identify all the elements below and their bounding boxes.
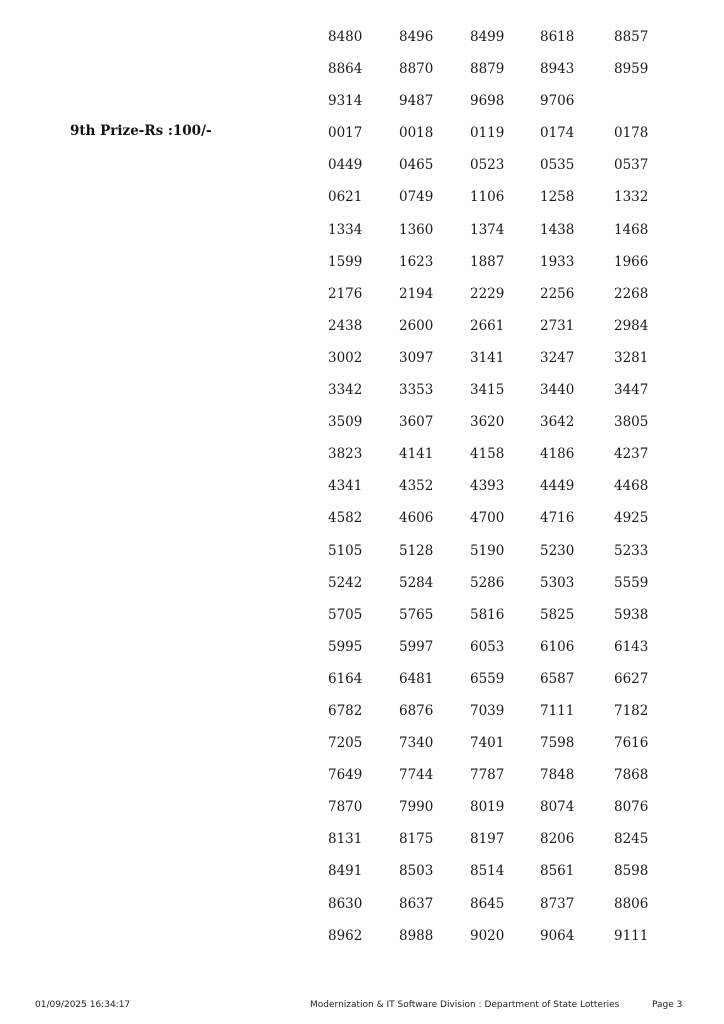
winning-number: 3607 — [399, 414, 434, 431]
winning-number: 0535 — [540, 157, 575, 174]
winning-number: 2438 — [328, 317, 363, 334]
winning-number: 0178 — [614, 125, 649, 142]
winning-number: 5303 — [540, 574, 575, 591]
winning-number: 7598 — [540, 735, 575, 752]
winning-number: 4237 — [614, 446, 649, 463]
winning-number: 7205 — [328, 735, 363, 752]
winning-number: 1887 — [470, 253, 505, 270]
winning-number: 2176 — [328, 285, 363, 302]
winning-number: 0017 — [328, 125, 363, 142]
winning-number: 3620 — [470, 414, 505, 431]
winning-number: 0537 — [614, 157, 649, 174]
winning-number: 8864 — [328, 61, 363, 78]
winning-number: 0449 — [328, 157, 363, 174]
winning-number: 5816 — [470, 606, 505, 623]
winning-number: 4186 — [540, 446, 575, 463]
winning-number: 8630 — [328, 895, 363, 912]
winning-number: 1599 — [328, 253, 363, 270]
winning-number: 8131 — [328, 831, 363, 848]
winning-number: 3642 — [540, 414, 575, 431]
winning-number: 6782 — [328, 702, 363, 719]
winning-number: 8503 — [399, 863, 434, 880]
winning-number: 8618 — [540, 29, 575, 45]
winning-number: 3805 — [614, 414, 649, 431]
winning-number: 1623 — [399, 253, 434, 270]
winning-number: 8491 — [328, 863, 363, 880]
winning-number: 1966 — [614, 253, 649, 270]
footer-division: Modernization & IT Software Division : Department of State Lotteries — [310, 1000, 620, 1010]
winning-number: 1106 — [470, 189, 505, 206]
winning-number: 1374 — [470, 221, 505, 238]
winning-number: 5765 — [399, 606, 434, 623]
winning-number: 8197 — [470, 831, 505, 848]
winning-number: 3415 — [470, 382, 505, 399]
winning-number: 4582 — [328, 510, 363, 527]
footer-page-number: Page 3 — [652, 1000, 683, 1010]
winning-number: 0749 — [399, 189, 434, 206]
winning-number: 8737 — [540, 895, 575, 912]
winning-number: 4158 — [470, 446, 505, 463]
winning-number: 5938 — [614, 606, 649, 623]
winning-number: 8962 — [328, 927, 363, 944]
winning-number: 3002 — [328, 349, 363, 366]
winning-number: 4468 — [614, 478, 649, 495]
winning-number: 8943 — [540, 61, 575, 78]
winning-number: 9020 — [470, 927, 505, 944]
winning-number: 8806 — [614, 895, 649, 912]
winning-number: 3281 — [614, 349, 649, 366]
winning-number: 7990 — [399, 799, 434, 816]
winning-number: 9487 — [399, 93, 434, 110]
winning-number: 3247 — [540, 349, 575, 366]
winning-number: 5559 — [614, 574, 649, 591]
winning-number: 3342 — [328, 382, 363, 399]
winning-number: 3440 — [540, 382, 575, 399]
winning-number: 1468 — [614, 221, 649, 238]
winning-number: 5190 — [470, 542, 505, 559]
winning-number: 4352 — [399, 478, 434, 495]
winning-number: 8496 — [399, 29, 434, 45]
winning-number: 2194 — [399, 285, 434, 302]
winning-number: 6481 — [399, 670, 434, 687]
winning-number: 6627 — [614, 670, 649, 687]
winning-number: 9111 — [614, 927, 649, 944]
winning-number: 5233 — [614, 542, 649, 559]
winning-number: 1332 — [614, 189, 649, 206]
winning-number: 6587 — [540, 670, 575, 687]
winning-number: 9698 — [470, 93, 505, 110]
winning-number: 4141 — [399, 446, 434, 463]
winning-number: 0018 — [399, 125, 434, 142]
winning-number: 7182 — [614, 702, 649, 719]
winning-number: 2600 — [399, 317, 434, 334]
winning-number: 6143 — [614, 638, 649, 655]
winning-number: 8175 — [399, 831, 434, 848]
winning-number: 5995 — [328, 638, 363, 655]
winning-number: 4341 — [328, 478, 363, 495]
winning-number: 2661 — [470, 317, 505, 334]
winning-number: 0465 — [399, 157, 434, 174]
winning-number: 0119 — [470, 125, 505, 142]
winning-number: 8514 — [470, 863, 505, 880]
winning-number: 9064 — [540, 927, 575, 944]
winning-number: 3447 — [614, 382, 649, 399]
winning-number: 7401 — [470, 735, 505, 752]
winning-number: 4700 — [470, 510, 505, 527]
winning-number: 8879 — [470, 61, 505, 78]
winning-number: 7744 — [399, 767, 434, 784]
winning-number: 3141 — [470, 349, 505, 366]
winning-number: 8206 — [540, 831, 575, 848]
winning-number: 7848 — [540, 767, 575, 784]
winning-number: 8598 — [614, 863, 649, 880]
winning-number: 2731 — [540, 317, 575, 334]
winning-number: 3097 — [399, 349, 434, 366]
winning-number: 3823 — [328, 446, 363, 463]
winning-number: 5242 — [328, 574, 363, 591]
winning-number: 6106 — [540, 638, 575, 655]
winning-number: 7649 — [328, 767, 363, 784]
winning-number: 6053 — [470, 638, 505, 655]
winning-number: 7787 — [470, 767, 505, 784]
winning-number: 6164 — [328, 670, 363, 687]
winning-number: 7039 — [470, 702, 505, 719]
winning-number: 9314 — [328, 93, 363, 110]
winning-number: 9706 — [540, 93, 575, 110]
winning-number: 4606 — [399, 510, 434, 527]
winning-number: 3353 — [399, 382, 434, 399]
winning-number: 8870 — [399, 61, 434, 78]
winning-number: 2256 — [540, 285, 575, 302]
winning-number: 1258 — [540, 189, 575, 206]
winning-number: 5105 — [328, 542, 363, 559]
winning-number: 5705 — [328, 606, 363, 623]
winning-number: 4716 — [540, 510, 575, 527]
winning-number: 5825 — [540, 606, 575, 623]
winning-number: 5128 — [399, 542, 434, 559]
winning-number: 6559 — [470, 670, 505, 687]
footer-timestamp: 01/09/2025 16:34:17 — [35, 1000, 131, 1010]
winning-number: 8561 — [540, 863, 575, 880]
winning-number: 2984 — [614, 317, 649, 334]
winning-number: 8499 — [470, 29, 505, 45]
winning-number: 4449 — [540, 478, 575, 495]
winning-number: 6876 — [399, 702, 434, 719]
winning-number: 0174 — [540, 125, 575, 142]
winning-number: 8074 — [540, 799, 575, 816]
prize-label: 9th Prize-Rs :100/- — [70, 123, 212, 139]
winning-number: 8857 — [614, 29, 649, 45]
winning-number: 0523 — [470, 157, 505, 174]
winning-number: 2229 — [470, 285, 505, 302]
winning-number: 4393 — [470, 478, 505, 495]
winning-number: 8637 — [399, 895, 434, 912]
winning-number: 5286 — [470, 574, 505, 591]
winning-number: 7111 — [540, 702, 575, 719]
winning-number: 8245 — [614, 831, 649, 848]
winning-number: 3509 — [328, 414, 363, 431]
winning-number: 8019 — [470, 799, 505, 816]
winning-number: 7870 — [328, 799, 363, 816]
winning-number: 8988 — [399, 927, 434, 944]
winning-number: 0621 — [328, 189, 363, 206]
winning-number: 5230 — [540, 542, 575, 559]
winning-number: 8076 — [614, 799, 649, 816]
winning-number: 7868 — [614, 767, 649, 784]
winning-number: 1438 — [540, 221, 575, 238]
winning-number: 1360 — [399, 221, 434, 238]
winning-number: 7340 — [399, 735, 434, 752]
winning-number: 5997 — [399, 638, 434, 655]
winning-number: 8480 — [328, 29, 363, 45]
winning-number: 2268 — [614, 285, 649, 302]
winning-number: 7616 — [614, 735, 649, 752]
winning-number: 1334 — [328, 221, 363, 238]
winning-number: 5284 — [399, 574, 434, 591]
winning-number: 4925 — [614, 510, 649, 527]
winning-number: 8959 — [614, 61, 649, 78]
winning-number: 1933 — [540, 253, 575, 270]
winning-number: 8645 — [470, 895, 505, 912]
